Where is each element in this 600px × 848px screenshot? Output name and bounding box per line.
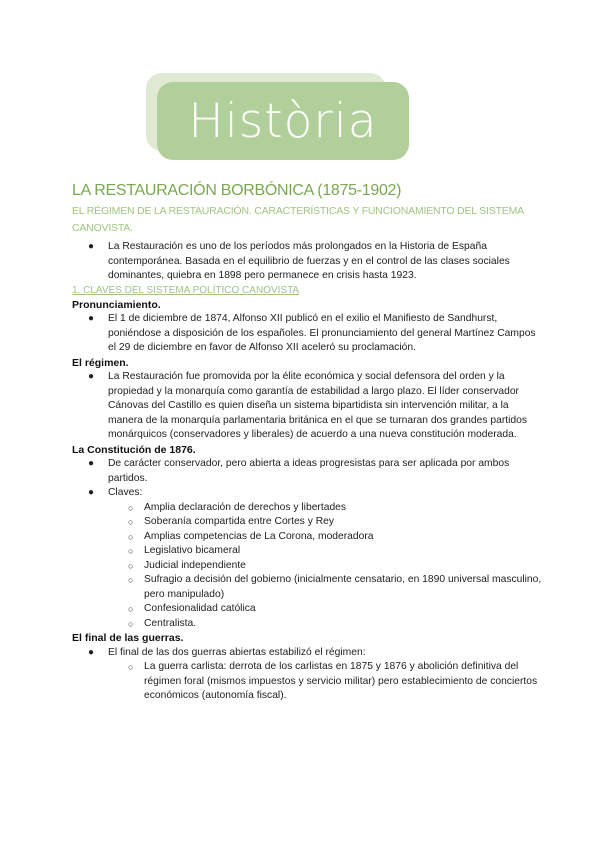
constitucion-title: La Constitución de 1876. (72, 443, 196, 456)
final-list (72, 646, 542, 704)
final-title: El final de las guerras. (72, 632, 184, 644)
list-item: ● La Restauración fue promovida por la élite económica y social defensora del orden y la propiedad y la monarquía como garantía de estabilidad a largo plazo. El líder conservador Cánovas del Castillo es quien diseña un sistema bipartidista sin intervención militar, a la manera de la monarquía parlamentaria británica en el que se turnaran dos grandes partidos monárquicos (conservadores y liberales) de acuerdo a una nueva constitución moderada. (88, 371, 527, 440)
list-item: ● El 1 de diciembre de 1874, Alfonso XII publicó en el exilio el Manifiesto de Sandhurst, poniéndose a disposición de los españoles. El pronunciamiento del general Martínez Campos el 29 de diciembre en favor de Alfonso XII aceleró su proclamación. (88, 313, 536, 353)
document-body (72, 182, 542, 704)
sublist-item: ○ Legislativo bicameral (108, 544, 542, 559)
list-item: ● Claves: ○ Amplia declaración de derechos y libertades ○ Soberanía compartida entre Cortes y Rey ○ Amplias competencias de La Corona, moderadora ○ Legislativo bicameral ○ Judicial independiente ○ Sufragio a decisión del gobierno (inicialmente censatario, en 1890 universal masculino, pero manipulado) ○ Confesionalidad católica ○ Centralista. (72, 486, 542, 631)
sublist-item: ○ Confesionalidad católica (108, 602, 542, 617)
pronunciamiento-title: Pronunciamiento. (72, 298, 161, 311)
main-heading: LA RESTAURACIÓN BORBÓNICA (1875-1902) (72, 182, 402, 199)
circle-bullet-icon: ○ (128, 531, 134, 542)
circle-bullet-icon: ○ (128, 502, 134, 513)
list-item: ● El final de las dos guerras abiertas estabilizó el régimen: ○ La guerra carlista: derrota de los carlistas en 1875 y 1876 y abolición definitiva del régimen foral (mismos impuestos y servicio militar) pero establecimiento de conciertos económicos (autonomía fiscal). (72, 646, 542, 704)
sublist-item: ○ Amplias competencias de La Corona, moderadora (108, 530, 542, 545)
regimen-title: El régimen. (72, 356, 129, 369)
circle-bullet-icon: ○ (128, 604, 134, 614)
circle-bullet-icon: ○ (128, 546, 134, 556)
list-item: ● De carácter conservador, pero abierta a ideas progresistas para ser aplicada por ambos partidos. (88, 458, 510, 484)
bullet-icon: ● (88, 458, 95, 469)
bullet-icon: ● (88, 371, 95, 382)
sublist-item: ○ Amplia declaración de derechos y libertades (108, 501, 542, 516)
bullet-icon: ● (88, 241, 95, 252)
circle-bullet-icon: ○ (128, 575, 134, 585)
sub-heading: EL RÉGIMEN DE LA RESTAURACIÓN. CARACTERÍSTICAS Y FUNCIONAMIENTO DEL SISTEMA CANOVISTA. (72, 205, 524, 234)
sublist-item: ○ Centralista. (108, 617, 542, 632)
circle-bullet-icon: ○ (128, 517, 134, 527)
pronunciamiento-list (72, 312, 542, 356)
section-heading[interactable]: 1. CLAVES DEL SISTEMA POLÍTICO CANOVISTA (72, 284, 300, 296)
list-item: ● La Restauración es uno de los períodos más prolongados en la Historia de España contemporánea. Basada en el equilibrio de fuerzas y en el control de las clases sociales dominantes, quiebra en 1898 pero permanece en crisis hasta 1923. (88, 241, 510, 281)
sublist-item: ○ Judicial independiente (108, 559, 542, 574)
claves-sublist (108, 501, 542, 632)
circle-bullet-icon: ○ (128, 662, 134, 672)
final-sublist (108, 660, 542, 704)
intro-list (72, 240, 542, 284)
regimen-list (72, 370, 542, 443)
bullet-icon: ● (88, 313, 95, 324)
circle-bullet-icon: ○ (128, 618, 134, 629)
sublist-item: ○ La guerra carlista: derrota de los carlistas en 1875 y 1876 y abolición definitiva del régimen foral (mismos impuestos y servicio militar) pero establecimiento de conciertos económicos (autonomía fiscal). (128, 661, 538, 701)
banner-title: Històri​a (188, 93, 378, 149)
bullet-icon: ● (88, 646, 95, 658)
circle-bullet-icon: ○ (128, 560, 134, 571)
sublist-item: ○ Sufragio a decisión del gobierno (inicialmente censatario, en 1890 universal masculino, pero manipulado) (128, 574, 542, 600)
bullet-icon: ● (88, 487, 95, 498)
constitucion-list (72, 457, 542, 631)
sublist-item: ○ Soberanía compartida entre Cortes y Rey (108, 515, 542, 530)
